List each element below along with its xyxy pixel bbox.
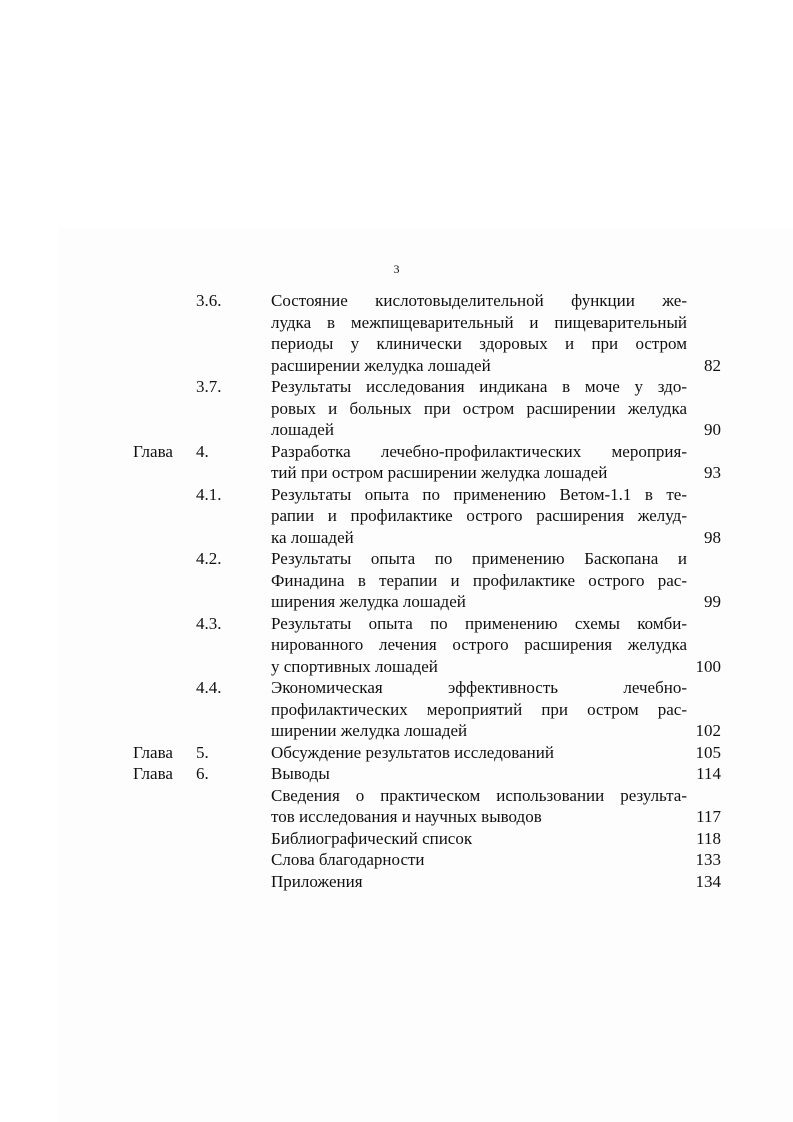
- toc-entry-title: [271, 828, 687, 850]
- toc-entry: [0, 742, 793, 764]
- toc-entry-page: 105: [695, 742, 721, 762]
- toc-entry-page: 102: [695, 721, 721, 740]
- toc-title-line: расширении желудка лошадей: [271, 355, 491, 375]
- toc-entry-title: [271, 871, 687, 893]
- toc-title-line: профилактических мероприятий при остром рас-: [271, 699, 687, 719]
- toc-title-line: Выводы: [271, 764, 330, 783]
- toc-entry-number: 5.: [196, 742, 209, 762]
- toc-entry: [0, 290, 793, 376]
- toc-chapter-word: Глава: [133, 742, 173, 762]
- toc-title-line: периоды у клинически здоровых и при остром: [271, 334, 687, 353]
- toc-entry-page: 99: [704, 592, 721, 611]
- toc-title-line: Разработка лечебно-профилактических мероприя-: [271, 441, 687, 461]
- toc-entry: [0, 763, 793, 785]
- toc-entry-page: 118: [696, 828, 721, 848]
- toc-title-line: Экономическая эффективность лечебно-: [271, 678, 687, 697]
- toc-entry-title: [271, 785, 687, 828]
- toc-title-line: Результаты опыта по применению Ветом-1.1 в те-: [271, 484, 687, 504]
- toc-entry-page: 117: [696, 807, 721, 826]
- toc-title-line: у спортивных лошадей: [271, 656, 438, 676]
- toc-entry-page: 134: [695, 871, 721, 891]
- toc-title-line: тий при остром расширении желудка лошадей: [271, 463, 608, 482]
- toc-title-line: ка лошадей: [271, 527, 354, 547]
- toc-entry-number: 3.6.: [196, 291, 222, 310]
- toc-entry-page: 90: [704, 420, 721, 439]
- toc-entry-number: 3.7.: [196, 377, 222, 396]
- toc-title-line: Состояние кислотовыделительной функции же-: [271, 291, 687, 310]
- toc-chapter-word: Глава: [133, 441, 173, 461]
- toc-entry-number: 4.: [196, 441, 209, 461]
- toc-entry: [0, 484, 793, 549]
- toc-entry-title: [271, 677, 687, 742]
- toc-entry-number: 4.3.: [196, 613, 222, 633]
- toc-entry-number: 6.: [196, 764, 209, 783]
- toc-title-line: ровых и больных при остром расширении желудка: [271, 398, 687, 418]
- toc-title-line: тов исследования и научных выводов: [271, 807, 542, 826]
- toc-title-line: ширении желудка лошадей: [271, 721, 468, 740]
- toc-entry-number: 4.1.: [196, 484, 222, 504]
- toc-title-line: рапии и профилактике острого расширения желуд-: [271, 506, 687, 525]
- page-number: 3: [393, 262, 400, 276]
- toc-entry: [0, 828, 793, 850]
- toc-title-line: лошадей: [271, 420, 334, 439]
- toc-entry-title: [271, 849, 687, 871]
- toc-title-line: Финадина в терапии и профилактике острого рас-: [271, 570, 687, 590]
- toc-entry: [0, 376, 793, 441]
- toc-entry: [0, 613, 793, 678]
- toc-title-line: Приложения: [271, 871, 363, 891]
- toc-entry-title: [271, 290, 687, 376]
- toc-entry: [0, 441, 793, 484]
- toc-entry: [0, 548, 793, 613]
- toc-title-line: Библиографический список: [271, 828, 473, 848]
- toc-entry-page: 93: [704, 463, 721, 482]
- toc-entry: [0, 849, 793, 871]
- toc-entry-number: 4.2.: [196, 549, 222, 568]
- toc-entry-title: [271, 613, 687, 678]
- toc-title-line: Обсуждение результатов исследований: [271, 742, 554, 762]
- toc-title-line: Результаты исследования индикана в моче у здо-: [271, 377, 687, 396]
- toc-title-line: Слова благодарности: [271, 850, 425, 869]
- toc-entry: [0, 677, 793, 742]
- toc-title-line: нированного лечения острого расширения желудка: [271, 635, 687, 654]
- toc-title-line: ширения желудка лошадей: [271, 592, 466, 611]
- toc-entry-page: 133: [695, 850, 721, 869]
- toc-entry-title: [271, 376, 687, 441]
- toc-entry-number: 4.4.: [196, 678, 222, 697]
- table-of-contents: [0, 290, 793, 892]
- toc-entry-page: 82: [704, 355, 721, 375]
- toc-entry-title: [271, 484, 687, 549]
- toc-entry-title: [271, 763, 687, 785]
- toc-entry-title: [271, 441, 687, 484]
- toc-entry-page: 100: [695, 656, 721, 676]
- toc-title-line: Сведения о практическом использовании результа-: [271, 785, 687, 805]
- toc-entry-title: [271, 548, 687, 613]
- toc-entry-page: 114: [696, 764, 721, 783]
- toc-title-line: Результаты опыта по применению Баскопана и: [271, 549, 687, 568]
- toc-chapter-word: Глава: [133, 764, 173, 783]
- toc-entry-page: 98: [704, 527, 721, 547]
- toc-title-line: Результаты опыта по применению схемы комби-: [271, 613, 687, 633]
- toc-title-line: лудка в межпищеварительный и пищеварительный: [271, 312, 687, 332]
- toc-entry: [0, 871, 793, 893]
- toc-entry-title: [271, 742, 687, 764]
- toc-entry: [0, 785, 793, 828]
